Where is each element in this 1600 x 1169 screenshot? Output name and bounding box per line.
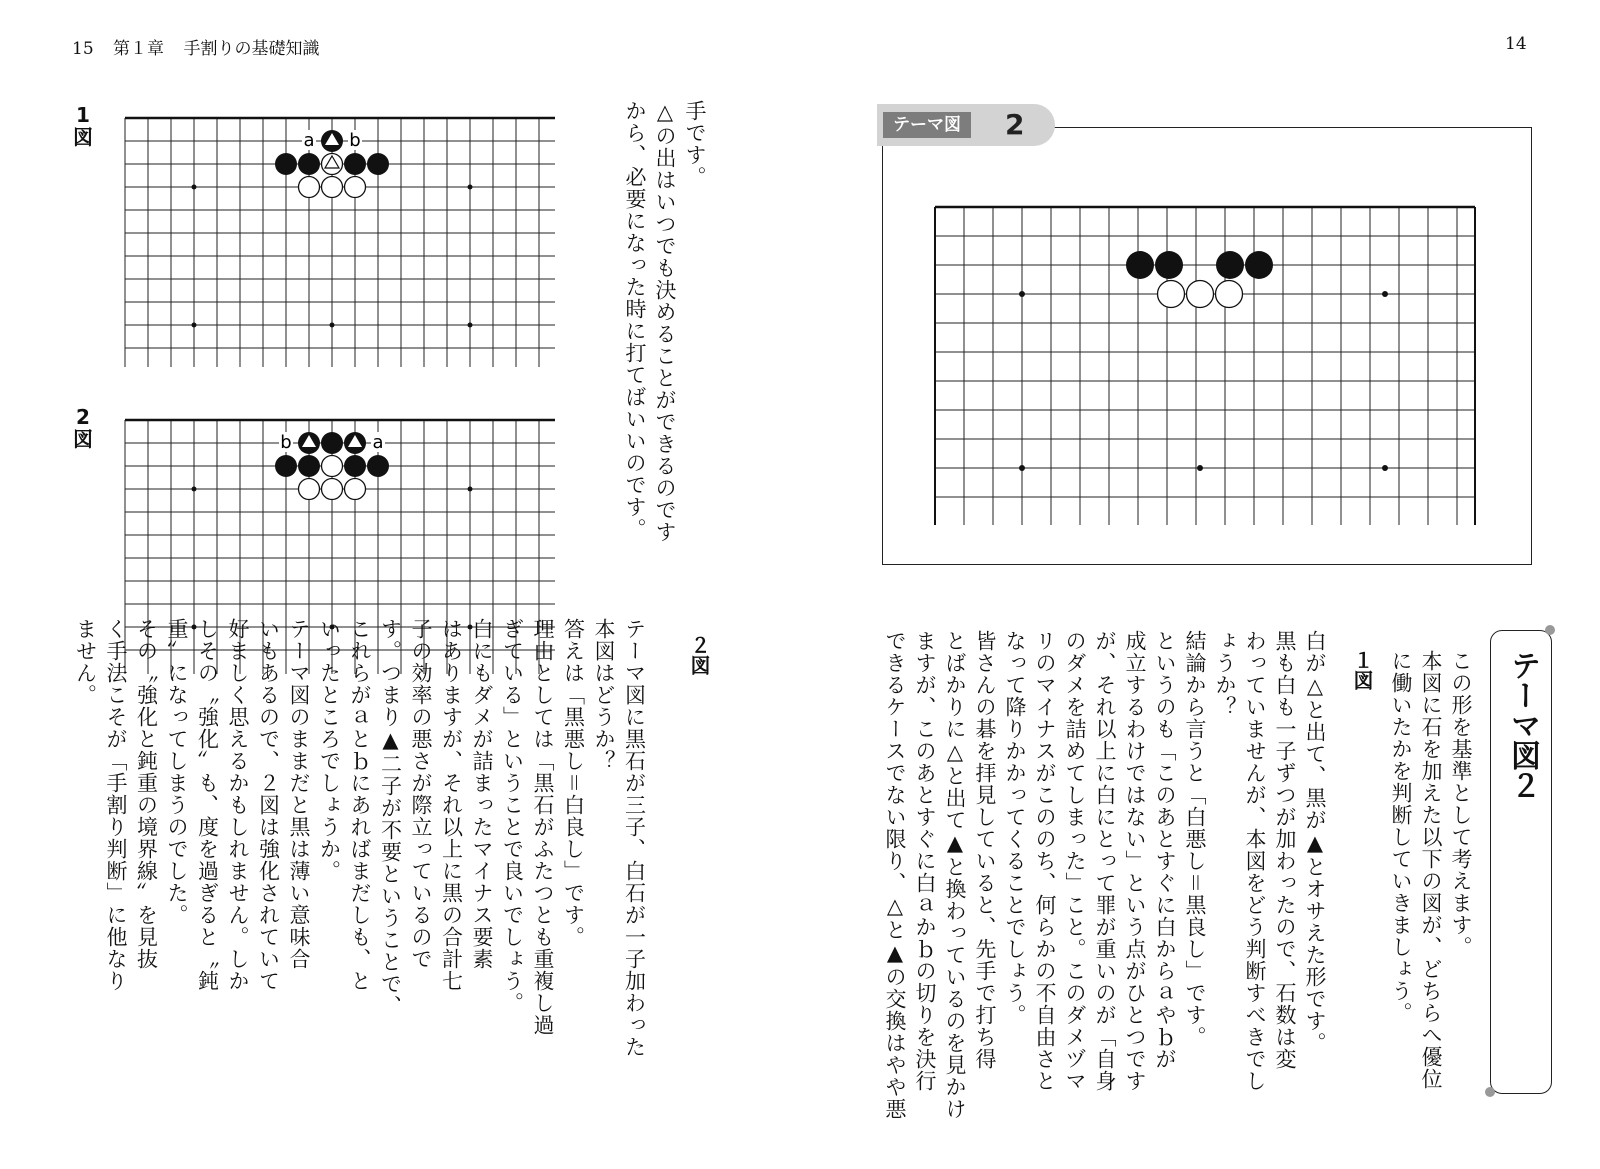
black-stone — [367, 455, 389, 477]
black-stone — [1126, 251, 1154, 279]
text-line: いったところでしょうか。 — [317, 618, 342, 882]
text-line: この形を基準として考えます。 — [1449, 650, 1473, 958]
text-line: テーマ図のままだと黒は薄い意味合 — [287, 618, 311, 970]
text-line: 答えは「黒悪し＝白良し」です。 — [561, 618, 586, 948]
left-page-header — [72, 34, 319, 59]
theme-figure-board — [930, 200, 1490, 530]
text-line: その〝強化と鈍重の境界線〟を見抜 — [134, 618, 159, 970]
text-line: 本図はどうか？ — [592, 618, 616, 772]
text-line: く手法こそが「手割り判断」に他なり — [104, 618, 128, 992]
theme-side-title: テーマ図２ — [1505, 650, 1540, 800]
text-line: ょうか？ — [1213, 630, 1237, 718]
box-corner-dot — [1545, 625, 1555, 635]
white-stone — [322, 479, 343, 500]
text-line: から、必要になった時に打てばいいのです。 — [623, 100, 647, 540]
text-line: 皆さんの碁を拝見していると、先手で打ち得 — [973, 630, 997, 1070]
chapter-title: 手割りの基礎知識 — [183, 39, 320, 59]
text-line: 成立するわけではない」という点がひとつです — [1123, 630, 1147, 1092]
text-line: △の出はいつでも決めることができるのです — [653, 100, 677, 543]
white-stone — [345, 177, 366, 198]
theme-white-stones — [1158, 281, 1243, 308]
diagram1-mark-a: a — [303, 130, 315, 151]
text-line: 理由としては「黒石がふたつとも重複し過 — [531, 618, 555, 1036]
left-paragraph-2 — [70, 618, 650, 1088]
white-stone — [1158, 281, 1185, 308]
theme-grid — [935, 207, 1475, 525]
black-stone — [275, 455, 297, 477]
section-1-heading: １図 — [1350, 650, 1374, 690]
diagram2-label-number: 2 — [76, 405, 90, 429]
text-line: 白が△と出て、黒が▲とオサえた形です。 — [1303, 630, 1327, 1054]
black-stone — [298, 455, 320, 477]
text-line: とばかりに△と出て▲と換わっているのを見かけ — [943, 630, 967, 1120]
white-stone — [1187, 281, 1214, 308]
text-line: 白にもダメが詰まったマイナス要素 — [470, 618, 494, 970]
text-line: ますが、このあとすぐに白ａかｂの切りを決行 — [913, 630, 937, 1092]
left-paragraph-1 — [620, 100, 710, 580]
left-page-number: 15 — [72, 39, 94, 59]
diagram2-label — [68, 406, 98, 450]
black-stone — [298, 153, 320, 175]
diagram1-label-word: 図 — [73, 125, 93, 149]
diagram2-mark-b: b — [280, 432, 292, 453]
diagram2-label-word: 図 — [73, 427, 93, 451]
text-line: のダメを詰めてしまった」こと。このダメヅマ — [1063, 630, 1087, 1092]
text-line: というのも「このあとすぐに白からａやｂが — [1153, 630, 1177, 1070]
white-stone — [345, 479, 366, 500]
white-stone — [322, 177, 343, 198]
theme-figure-tab-number: 2 — [1005, 108, 1025, 141]
diagram1-grid — [125, 118, 555, 367]
text-line: わっていませんが、本図をどう判断すべきでし — [1243, 630, 1267, 1092]
black-stone — [1245, 251, 1273, 279]
diagram1-label — [68, 104, 98, 148]
black-stone — [275, 153, 297, 175]
section-2-heading: ２図 — [687, 635, 711, 675]
text-line: 本図に石を加えた以下の図が、どちらへ優位 — [1419, 650, 1443, 1090]
black-stone — [1155, 251, 1183, 279]
text-line: ぎている」ということで良いでしょう。 — [500, 618, 525, 1014]
text-line: す。つまり▲二子が不要ということで、 — [378, 618, 403, 1017]
text-line: しその〝強化〟も、度を過ぎると〝鈍 — [195, 618, 220, 992]
text-line: これらがａとｂにあればまだしも、と — [348, 618, 372, 992]
diagram1-mark-b: b — [349, 130, 361, 151]
right-intro-paragraph — [1386, 650, 1476, 1090]
black-stone — [321, 432, 343, 454]
white-stone — [299, 479, 320, 500]
white-stone — [322, 456, 343, 477]
diagram1-board — [120, 112, 560, 372]
black-stone — [367, 153, 389, 175]
text-line: に働いたかを判断していきましょう。 — [1389, 650, 1413, 1024]
black-stone — [344, 153, 366, 175]
text-line: 子の効率の悪さが際立っているので — [409, 618, 433, 970]
theme-figure-tab-label: テーマ図 — [883, 112, 971, 138]
text-line: 重〟になってしまうのでした。 — [165, 618, 189, 926]
text-line: テーマ図に黒石が三子、白石が一子加わった — [622, 618, 647, 1058]
black-stone — [344, 455, 366, 477]
text-line: 好ましく思えるかもしれません。しか — [226, 618, 250, 992]
text-line: リのマイナスがこののち、何らかの不自由さと — [1033, 630, 1057, 1092]
right-body-paragraph — [880, 630, 1330, 1120]
theme-figure-tab — [877, 104, 1055, 146]
text-line: できるケースでない限り、△と▲の交換はやや悪 — [883, 630, 907, 1120]
diagram1-label-number: 1 — [76, 103, 90, 127]
diagram2-mark-a: a — [372, 432, 384, 453]
white-stone — [299, 177, 320, 198]
text-line: 黒も白も一子ずつが加わったので、石数は変 — [1273, 630, 1297, 1070]
right-page-number: 14 — [1505, 34, 1527, 54]
text-line: はありますが、それ以上に黒の合計七 — [439, 618, 464, 992]
text-line: ません。 — [73, 618, 98, 706]
black-stone — [1216, 251, 1244, 279]
text-line: なって降りかかってくることでしょう。 — [1003, 630, 1027, 1026]
chapter-number: 第１章 — [113, 39, 165, 59]
text-line: 結論から言うと「白悪し＝黒良し」です。 — [1183, 630, 1207, 1048]
box-corner-dot — [1485, 1087, 1495, 1097]
text-line: 手です。 — [683, 100, 707, 188]
white-stone — [1216, 281, 1243, 308]
text-line: が、それ以上に白にとって罪が重いのが「自身 — [1093, 630, 1117, 1092]
text-line: いもあるので、２図は強化されていて — [256, 618, 281, 992]
